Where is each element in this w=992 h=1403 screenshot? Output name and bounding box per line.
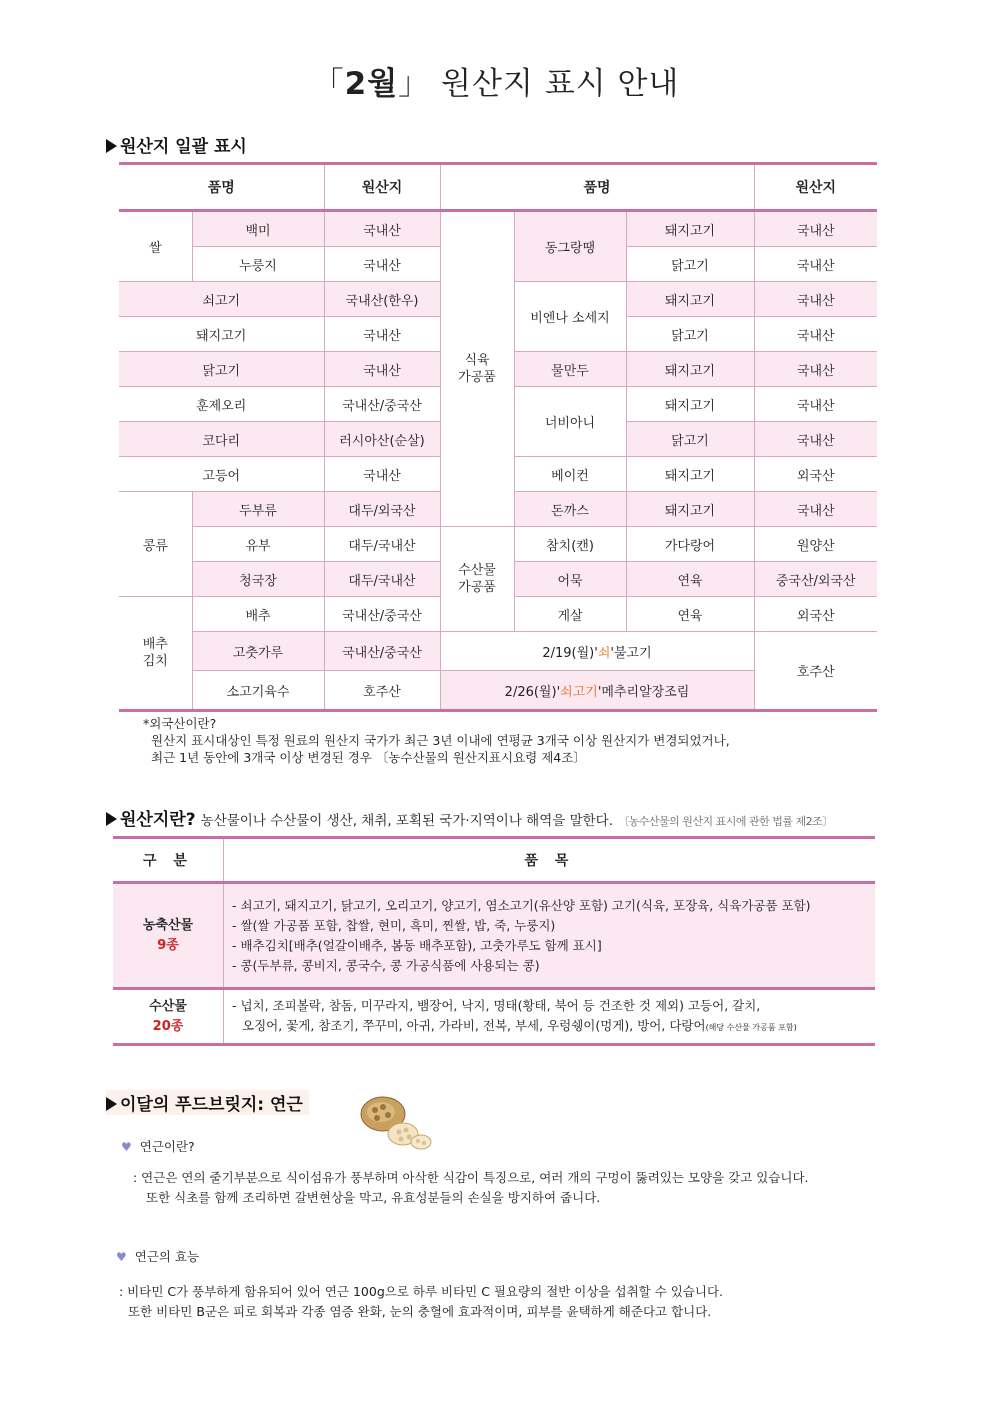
item-name: 코다리 <box>119 422 324 457</box>
item-origin: 국내산 <box>324 211 440 247</box>
item-origin: 국내산 <box>754 247 877 282</box>
item-name: 동그랑땡 <box>514 211 626 282</box>
ingredient: 돼지고기 <box>626 211 754 247</box>
item-origin: 국내산 <box>754 282 877 317</box>
header-item-name-2: 품명 <box>440 164 754 211</box>
item-origin: 국내산 <box>324 317 440 352</box>
q2-text: 연근의 효능 <box>134 1249 200 1264</box>
special-menu-1-date: 2/19(월)' <box>542 645 598 661</box>
item-name: 베이컨 <box>514 457 626 492</box>
header-origin: 원산지 <box>324 164 440 211</box>
agri-items <box>224 883 876 989</box>
item-name: 훈제오리 <box>119 387 324 422</box>
item-origin: 국내산 <box>324 457 440 492</box>
item-name: 닭고기 <box>119 352 324 387</box>
origin-table <box>119 162 877 712</box>
sea-items <box>224 989 876 1045</box>
triangle-bullet-icon <box>106 139 117 153</box>
a1-line: : 연근은 연의 줄기부분으로 식이섬유가 풍부하며 아삭한 식감이 특징으로, 여러 개의 구멍이 뚫려있는 모양을 갖고 있습니다. <box>133 1170 809 1185</box>
item-origin: 국내산 <box>754 492 877 527</box>
q1-text: 연근이란? <box>139 1139 195 1154</box>
item-name: 백미 <box>192 211 324 247</box>
heart-icon: ♥ <box>121 1140 132 1154</box>
title-text: 원산지 표시 안내 <box>441 66 680 102</box>
table-row <box>119 632 877 671</box>
special-menu-1-name: '불고기 <box>610 645 652 661</box>
item-origin: 대두/국내산 <box>324 562 440 597</box>
item-origin: 국내산/중국산 <box>324 597 440 632</box>
category-name: 수산물 <box>149 998 187 1014</box>
header-category: 구 분 <box>113 838 224 883</box>
item-origin: 국내산/중국산 <box>324 632 440 671</box>
item-origin: 국내산 <box>754 422 877 457</box>
heart-icon: ♥ <box>116 1250 127 1264</box>
category-count: 9종 <box>157 937 179 953</box>
note-title: *외국산이란? <box>143 716 217 731</box>
header-items: 품 목 <box>524 853 575 869</box>
item-origin: 국내산 <box>754 387 877 422</box>
title-bracket-close: 」 <box>398 66 431 102</box>
item-origin: 국내산 <box>324 247 440 282</box>
item-name: 청국장 <box>192 562 324 597</box>
ingredient: 닭고기 <box>626 422 754 457</box>
item-origin: 대두/외국산 <box>324 492 440 527</box>
section2-heading-text: 원산지란? <box>120 810 196 830</box>
item-name: 물만두 <box>514 352 626 387</box>
table-row <box>119 527 877 562</box>
item-origin: 국내산 <box>754 211 877 247</box>
ingredient: 닭고기 <box>626 247 754 282</box>
item-name: 쇠고기 <box>119 282 324 317</box>
ingredient: 닭고기 <box>626 317 754 352</box>
special-menu-2-highlight: 쇠고기 <box>560 684 598 700</box>
table-row <box>113 989 875 1045</box>
a2 <box>119 1282 909 1322</box>
section2-reference: 〔농수산물의 원산지 표시에 관한 법률 제2조〕 <box>618 815 833 828</box>
special-menu-1-highlight: 쇠 <box>597 645 611 661</box>
group-kimchi: 배추 김치 <box>119 597 192 711</box>
item-name: 돈까스 <box>514 492 626 527</box>
item-origin: 원양산 <box>754 527 877 562</box>
ingredient: 돼지고기 <box>626 387 754 422</box>
item-name: 소고기육수 <box>192 671 324 711</box>
item-name: 돼지고기 <box>119 317 324 352</box>
item-name: 게살 <box>514 597 626 632</box>
agri-line: - 쌀(쌀 가공품 포함, 찹쌀, 현미, 흑미, 찐쌀, 밥, 죽, 누룽지) <box>232 917 556 933</box>
item-name: 어묵 <box>514 562 626 597</box>
triangle-bullet-icon <box>106 812 117 826</box>
section2-description: 농산물이나 수산물이 생산, 채취, 포획된 국가·지역이나 해역을 말한다. <box>200 813 614 829</box>
lotus-root-image <box>355 1090 435 1152</box>
a2-line: : 비타민 C가 풍부하게 함유되어 있어 연근 100g으로 하루 비타민 C 필요량의 절반 이상을 섭취할 수 있습니다. <box>119 1284 724 1299</box>
ingredient: 돼지고기 <box>626 457 754 492</box>
agri-line: - 쇠고기, 돼지고기, 닭고기, 오리고기, 양고기, 염소고기(유산양 포함) 고기(식육, 포장육, 식육가공품 포함) <box>232 897 811 913</box>
a1-line: 또한 식초를 함께 조리하면 갈변현상을 막고, 유효성분들의 손실을 방지하여 줍니다. <box>146 1190 601 1205</box>
sea-line: - 넙치, 조피볼락, 참돔, 미꾸라지, 뱀장어, 낙지, 명태(황태, 북어 등 건조한 것 제외) 고등어, 갈치, <box>232 997 761 1013</box>
category-name: 농축산물 <box>142 917 194 933</box>
section3-heading <box>106 1090 309 1115</box>
special-menu-2-name: '메추리알장조림 <box>597 684 690 700</box>
item-origin: 호주산 <box>324 671 440 711</box>
q2 <box>116 1247 199 1267</box>
header-item-name: 품명 <box>207 180 235 196</box>
item-origin: 국내산 <box>754 352 877 387</box>
special-menu-2-date: 2/26(월)' <box>504 684 561 700</box>
item-name: 누룽지 <box>192 247 324 282</box>
special-menu-2 <box>440 671 754 711</box>
section1-heading-text: 원산지 일괄 표시 <box>120 137 247 157</box>
special-origin: 호주산 <box>754 632 877 711</box>
item-name: 참치(캔) <box>514 527 626 562</box>
item-name: 유부 <box>192 527 324 562</box>
triangle-bullet-icon <box>106 1097 117 1111</box>
note-line: 최근 1년 동안에 3개국 이상 변경된 경우 〔농수산물의 원산지표시요령 제4조〕 <box>151 750 586 765</box>
item-origin: 국내산 <box>754 317 877 352</box>
foreign-note <box>143 715 730 766</box>
ingredient: 돼지고기 <box>626 352 754 387</box>
item-origin: 중국산/외국산 <box>754 562 877 597</box>
header-origin-2: 원산지 <box>754 164 877 211</box>
item-name: 두부류 <box>192 492 324 527</box>
category-agri <box>113 883 224 989</box>
sea-line: 오징어, 꽃게, 참조기, 쭈꾸미, 아귀, 가라비, 전복, 부세, 우렁쉥이(멍게), 방어, 다랑어 <box>242 1017 706 1033</box>
title-bracket-open: 「 <box>312 66 345 102</box>
category-count: 20종 <box>152 1018 184 1034</box>
title-month: 2월 <box>344 66 399 102</box>
section1-heading <box>106 132 247 157</box>
item-origin: 국내산 <box>324 352 440 387</box>
item-origin: 러시아산(순살) <box>324 422 440 457</box>
item-name: 너비아니 <box>514 387 626 457</box>
ingredient: 가다랑어 <box>626 527 754 562</box>
item-name: 배추 <box>192 597 324 632</box>
agri-line: - 콩(두부류, 콩비지, 콩국수, 콩 가공식품에 사용되는 콩) <box>232 957 540 973</box>
item-origin: 국내산/중국산 <box>324 387 440 422</box>
table-row <box>119 211 877 247</box>
item-name: 고춧가루 <box>192 632 324 671</box>
item-origin: 외국산 <box>754 457 877 492</box>
origin-definition-table <box>113 836 875 1046</box>
agri-line: - 배추김치[배추(얼갈이배추, 봄동 배추포함), 고춧가루도 함께 표시] <box>232 937 602 953</box>
note-line: 원산지 표시대상인 특정 원료의 원산지 국가가 최근 3년 이내에 연평균 3개국 이상 원산지가 변경되었거나, <box>151 733 730 748</box>
table-row <box>113 883 875 989</box>
page-title <box>0 58 992 103</box>
sea-note: (해당 수산물 가공품 포함) <box>705 1022 797 1032</box>
category-sea <box>113 989 224 1045</box>
ingredient: 돼지고기 <box>626 492 754 527</box>
item-origin: 국내산(한우) <box>324 282 440 317</box>
group-seafood-processed: 수산물 가공품 <box>440 527 514 632</box>
ingredient: 돼지고기 <box>626 282 754 317</box>
group-beans: 콩류 <box>119 492 192 597</box>
a1 <box>133 1168 923 1208</box>
group-meat-processed: 식육 가공품 <box>440 211 514 527</box>
item-origin: 외국산 <box>754 597 877 632</box>
item-origin: 대두/국내산 <box>324 527 440 562</box>
item-name: 비엔나 소세지 <box>514 282 626 352</box>
section3-heading-text: 이달의 푸드브릿지: 연근 <box>120 1095 303 1115</box>
section2-heading <box>106 805 833 830</box>
q1 <box>121 1137 195 1157</box>
special-menu-1 <box>440 632 754 671</box>
a2-line: 또한 비타민 B군은 피로 회복과 각종 염증 완화, 눈의 충혈에 효과적이며, 피부를 윤택하게 해준다고 합니다. <box>128 1304 712 1319</box>
ingredient: 연육 <box>626 562 754 597</box>
group-rice: 쌀 <box>119 211 192 282</box>
item-name: 고등어 <box>119 457 324 492</box>
ingredient: 연육 <box>626 597 754 632</box>
